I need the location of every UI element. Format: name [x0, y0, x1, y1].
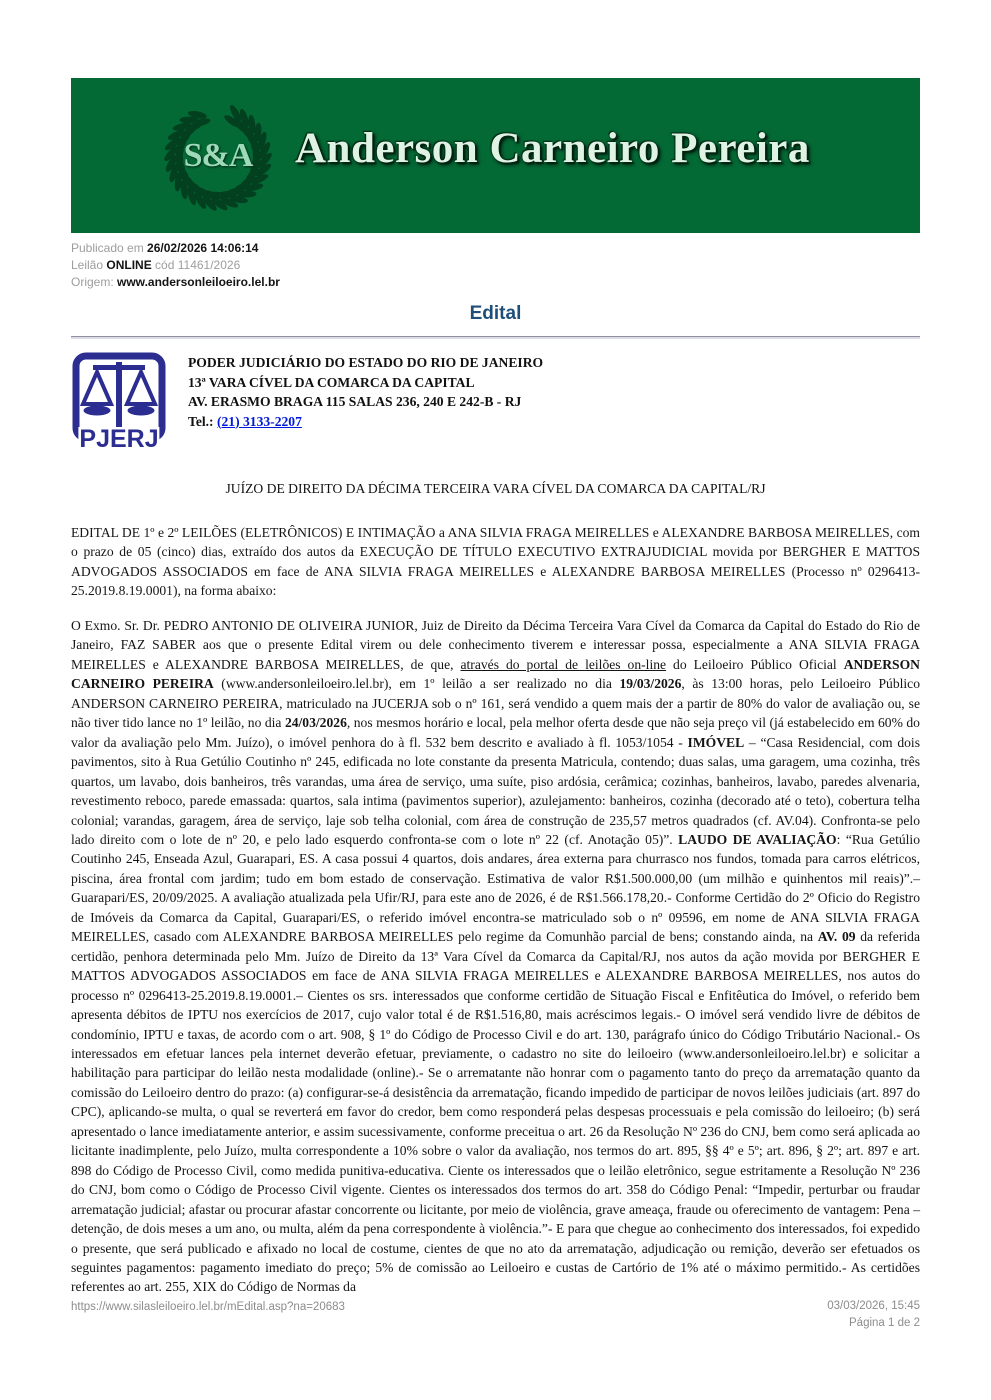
footer-right — [827, 1298, 920, 1331]
phone-link[interactable]: (21) 3133-2207 — [216, 413, 302, 429]
banner-monogram: S&A — [183, 136, 253, 174]
edict-body-paragraph: O Exmo. Sr. Dr. PEDRO ANTONIO DE OLIVEIRA JUNIOR, Juiz de Direito da Décima Terceira Vara Cível da Comarca da Capital do Estado do Rio de Janeiro, FAZ SABER aos que o presente Edital virem ou dele conhecimento tiverem e interessar possa, especialmente a ANA SILVIA FRAGA MEIRELLES e ALEXANDRE BARBOSA MEIRELLES, de que, através do portal de leilões on-line do Leiloeiro Público Oficial ANDERSON CARNEIRO PEREIRA (www.andersonleiloeiro.lel.br), em 1º leilão a ser realizado no dia 19/03/2026, às 13:00 horas, pelo Leiloeiro Público ANDERSON CARNEIRO PEREIRA, matriculado na JUCERJA sob o nº 161, será vendido a quem mais der a partir de 80% do valor de avaliação ou, se não tiver tido lance no 1º leilão, no dia 24/03/2026, nos mesmos horário e local, pela melhor oferta desde que não seja preço vil (já estabelecido em 60% do valor da avaliação pelo Mm. Juízo), o imóvel penhora do à fl. 532 bem descrito e avaliado à fl. 1053/1054 - IMÓVEL – “Casa Residencial, com dois pavimentos, sito à Rua Getúlio Coutinho nº 245, edificada no lote constante da presenta Matricula, contendo; duas salas, uma garagem, uma cozinha, três quartos, um lavabo, dois banheiros, três varandas, uma área de serviço, uma suíte, piso ardósia, cerâmica; cozinhas, banheiros, lavabo, paredes alvenaria, revestimento reboco, parede emassada: quartos, sala intima (pavimentos superior), azulejamento: banheiros, cozinha (decorado até o teto), cobertura telha colonial; varandas, garagem, área de serviço, laje sob telha colonial, com área de construção de 235,57 metros quadrados (cf. AV.04). Confronta-se pelo lado direito com o lote de nº 20, e pelo lado esquerdo confronta-se com o lote nº 22 (cf. Anotação 05)”. LAUDO DE AVALIAÇÃO: “Rua Getúlio Coutinho 245, Enseada Azul, Guarapari, ES. A casa possui 4 quartos, dois andares, área externa para churrasco nos fundos, tomada para carros elétricos, piscina, área frontal com jardim; tudo em bom estado de conservação. Estimativa de valor R$1.500.000,00 (um milhão e quinhentos mil reais)”.– Guarapari/ES, 20/09/2025. A avaliação atualizada pela Ufir/RJ, para este ano de 2026, é de R$1.566.178,20.- Conforme Certidão do 2º Oficio do Registro de Imóveis da Comarca da Capital, Guarapari/ES, o referido imóvel encontra-se matriculado sob o nº 09596, em nome de ANA SILVIA FRAGA MEIRELLES, casado com ALEXANDRE BARBOSA MEIRELLES pelo regime da Comunhão parcial de bens; constando ainda, na AV. 09 da referida certidão, penhora determinada pelo Mm. Juízo de Direito da 13ª Vara Cível da Comarca da Capital/RJ, nos autos da ação movida por BERGHER E MATTOS ADVOGADOS ASSOCIADOS em face de ANA SILVIA FRAGA MEIRELLES e ALEXANDRE BARBOSA MEIRELLES, nos autos do processo nº 0296413-25.2019.8.19.0001.– Cientes os srs. interessados que conforme certidão de Situação Fiscal e Enfitêutica do Imóvel, o referido bem apresenta débitos de IPTU nos exercícios de 2017, cujo valor total é de R$1.516,80, mais acréscimos legais.- O imóvel será vendido livre de débitos de condomínio, IPTU e taxas, de acordo com o art. 908, § 1º do Código de Processo Civil e do art. 130, parágrafo único do Código Tributário Nacional.- Os interessados em efetuar lances pela internet deverão efetuar, previamente, o cadastro no site do leiloeiro (www.andersonleiloeiro.lel.br) e solicitar a habilitação para participar do leilão nesta modalidade (online).- Se o arrematante não honrar com o pagamento tanto do preço da arrematação quanto da comissão do Leiloeiro dentro do prazo: (a) configurar-se-á desistência da arrematação, ficando impedido de participar de novos leilões judiciais (art. 897 do CPC), aplicando-se multa, o qual se reverterá em favor do credor, bem como responderá pelas despesas processuais e pela comissão do leiloeiro; (b) será apresentado o lance imediatamente anterior, e assim sucessivamente, conforme preceitua o art. 26 da Resolução Nº 236 do CNJ, bem como será aplicada ao licitante inadimplente, pelo Juízo, multa correspondente a 10% sobre o valor da avaliação, nos termos do art. 895, §§ 4º e 5º; art. 896, § 2º; art. 897 e art. 898 do Código de Processo Civil, como medida punitiva-educativa. Ciente os interessados que o leilão eletrônico, segue estritamente a Resolução Nº 236 do CNJ, bom como o Código de Processo Civil vigente. Cientes os interessados dos termos do art. 358 do Código Penal: “Impedir, perturbar ou fraudar arrematação judicial; afastar ou procurar afastar concorrente ou licitante, por meio de violência, grave ameaça, fraude ou oferecimento de vantagem: Pena – detenção, de dois meses a um ano, ou multa, além da pena correspondente à violência.”- E para que chegue ao conhecimento dos interessados, foi expedido o presente, que será publicado e afixado no local de costume, cientes de que no ato da arrematação, adjudicação ou remição, deverão ser efetuados os seguintes pagamentos: pagamento imediato do preço; 5% de comissão ao Leiloeiro e custas de Cartório de 1% até o máximo permitido.- As certidões referentes ao art. 255, XIX do Código de Normas da — [71, 618, 921, 1295]
pjerj-logo-label: PJERJ — [79, 425, 159, 453]
publish-meta — [71, 240, 280, 291]
court-info — [188, 350, 543, 450]
document-heading: JUÍZO DE DIREITO DA DÉCIMA TERCEIRA VARA CÍVEL DA COMARCA DA CAPITAL/RJ — [225, 481, 766, 496]
court-name-line: PODER JUDICIÁRIO DO ESTADO DO RIO DE JANEIRO — [188, 355, 544, 370]
court-phone-line — [188, 412, 543, 432]
banner-title: Anderson Carneiro Pereira — [295, 125, 810, 172]
auctioneer-banner — [71, 78, 920, 233]
divider — [71, 336, 920, 339]
phone-label: Tel.: — [188, 413, 217, 429]
edict-intro-paragraph: EDITAL DE 1º e 2º LEILÕES (ELETRÔNICOS) E INTIMAÇÃO a ANA SILVIA FRAGA MEIRELLES e ALEXANDRE BARBOSA MEIRELLES, com o prazo de 05 (cinco) dias, extraído dos autos da EXECUÇÃO DE TÍTULO EXECUTIVO EXTRAJUDICIAL movida por BERGHER E MATTOS ADVOGADOS ASSOCIADOS em face de ANA SILVIA FRAGA MEIRELLES e ALEXANDRE BARBOSA MEIRELLES (Processo nº 0296413-25.2019.8.19.0001), na forma abaixo: — [71, 525, 920, 599]
auction-code-line: Leilão ONLINE cód 11461/2026 — [71, 258, 241, 272]
court-address-line: AV. ERASMO BRAGA 115 SALAS 236, 240 E 242-B - RJ — [188, 394, 522, 409]
origin-line: Origem: www.andersonleiloeiro.lel.br — [71, 275, 280, 289]
footer-url: https://www.silasleiloeiro.lel.br/mEdital.asp?na=20683 — [71, 1301, 345, 1313]
court-header — [71, 350, 920, 453]
footer-datetime: 03/03/2026, 15:45 — [827, 1300, 920, 1312]
published-line: Publicado em 26/02/2026 14:06:14 — [71, 241, 259, 255]
justice-scales-icon — [71, 350, 167, 453]
footer-page-number: Página 1 de 2 — [849, 1316, 920, 1329]
laurel-wreath-icon — [157, 93, 279, 219]
page-title: Edital — [469, 303, 522, 324]
court-vara-line: 13ª VARA CÍVEL DA COMARCA DA CAPITAL — [188, 374, 475, 390]
